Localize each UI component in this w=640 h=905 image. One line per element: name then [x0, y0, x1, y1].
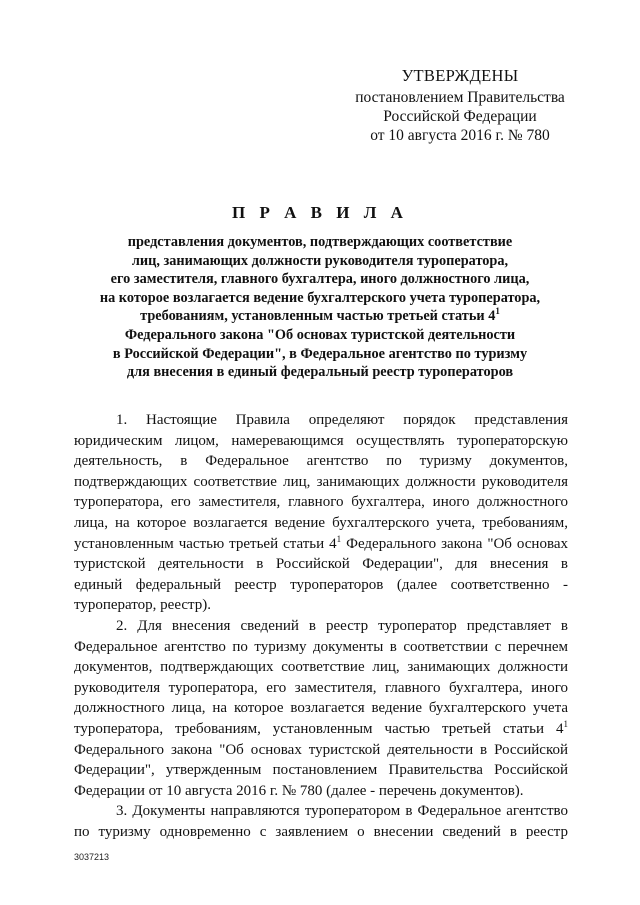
approval-line-1: постановлением Правительства [355, 89, 565, 106]
document-body [74, 410, 568, 842]
body-line [74, 534, 568, 555]
document-subtitle [72, 233, 568, 382]
approval-title: УТВЕРЖДЕНЫ [401, 66, 519, 85]
subtitle-line: лиц, занимающих должности руководителя туроператора, [131, 252, 509, 269]
subtitle-line: в Российской Федерации", в Федеральное агентство по туризму [112, 345, 528, 362]
body-line-text: Федерального закона "Об основах [341, 535, 568, 552]
body-line: туроператора, его заместителя, главного бухгалтера, иного должностного [74, 494, 568, 511]
body-line: 1. Настоящие Правила определяют порядок представления [116, 412, 568, 428]
body-line: туристской деятельности в Российской Федерации", для внесения в [74, 556, 568, 573]
approval-line-3: от 10 августа 2016 г. № 780 [370, 127, 550, 144]
body-line: туроператор, реестр). [74, 597, 211, 614]
approval-block [330, 66, 590, 145]
document-code: 3037213 [74, 852, 110, 862]
superscript: 1 [336, 533, 342, 544]
body-line: руководителя туроператора, его заместителя, главного бухгалтера, иного [74, 679, 568, 696]
subtitle-line: на которое возлагается ведение бухгалтерского учета туроператора, [99, 289, 541, 306]
subtitle-line: Федерального закона "Об основах туристской деятельности [124, 326, 516, 343]
subtitle-line: его заместителя, главного бухгалтера, иного должностного лица, [110, 271, 530, 288]
body-line: Федерации", утвержденным постановлением Правительства Российской [74, 762, 568, 779]
body-line: юридическим лицом, намеревающимся осуществлять туроператорскую [74, 432, 568, 449]
body-line: подтверждающих соответствие лиц, занимающих должности руководителя [74, 473, 568, 490]
body-line: лица, на которое возлагается ведение бухгалтерского учета, требованиям, [74, 514, 568, 531]
body-line: деятельность, в Федеральное агентство по туризму документов, [74, 453, 568, 470]
approval-line-2: Российской Федерации [383, 108, 537, 125]
body-line: 2. Для внесения сведений в реестр туроператор представляет в [116, 617, 568, 634]
subtitle-line: представления документов, подтверждающих соответствие [127, 234, 513, 250]
subtitle-line: для внесения в единый федеральный реестр туроператоров [126, 364, 514, 381]
body-line: Федеральное агентство по туризму документы в соответствии с перечнем [74, 638, 568, 655]
body-line: единый федеральный реестр туроператоров (далее соответственно - [74, 576, 568, 593]
body-line: документов, подтверждающих соответствие лиц, занимающих должности [74, 659, 568, 676]
body-line [74, 719, 568, 740]
body-line-text: установленным частью третьей статьи 4 [74, 535, 337, 552]
superscript: 1 [495, 306, 500, 317]
superscript: 1 [563, 718, 568, 729]
subtitle-line-text: требованиям, установленным частью третьей статьи 4 [140, 308, 496, 325]
body-line: 3. Документы направляются туроператором в Федеральное агентство [116, 803, 568, 820]
body-line: Федерального закона "Об основах туристской деятельности в Российской [74, 741, 568, 758]
body-line: должностного лица, на которое возлагается ведение бухгалтерского учета [74, 700, 568, 717]
body-line: Федерации от 10 августа 2016 г. № 780 (далее - перечень документов). [74, 782, 524, 799]
body-line-text: туроператора, требованиям, установленным частью третьей статьи 4 [74, 720, 564, 737]
subtitle-line [72, 307, 568, 326]
body-line: по туризму одновременно с заявлением о внесении сведений в реестр [74, 823, 568, 840]
document-title: П Р А В И Л А [232, 203, 408, 222]
